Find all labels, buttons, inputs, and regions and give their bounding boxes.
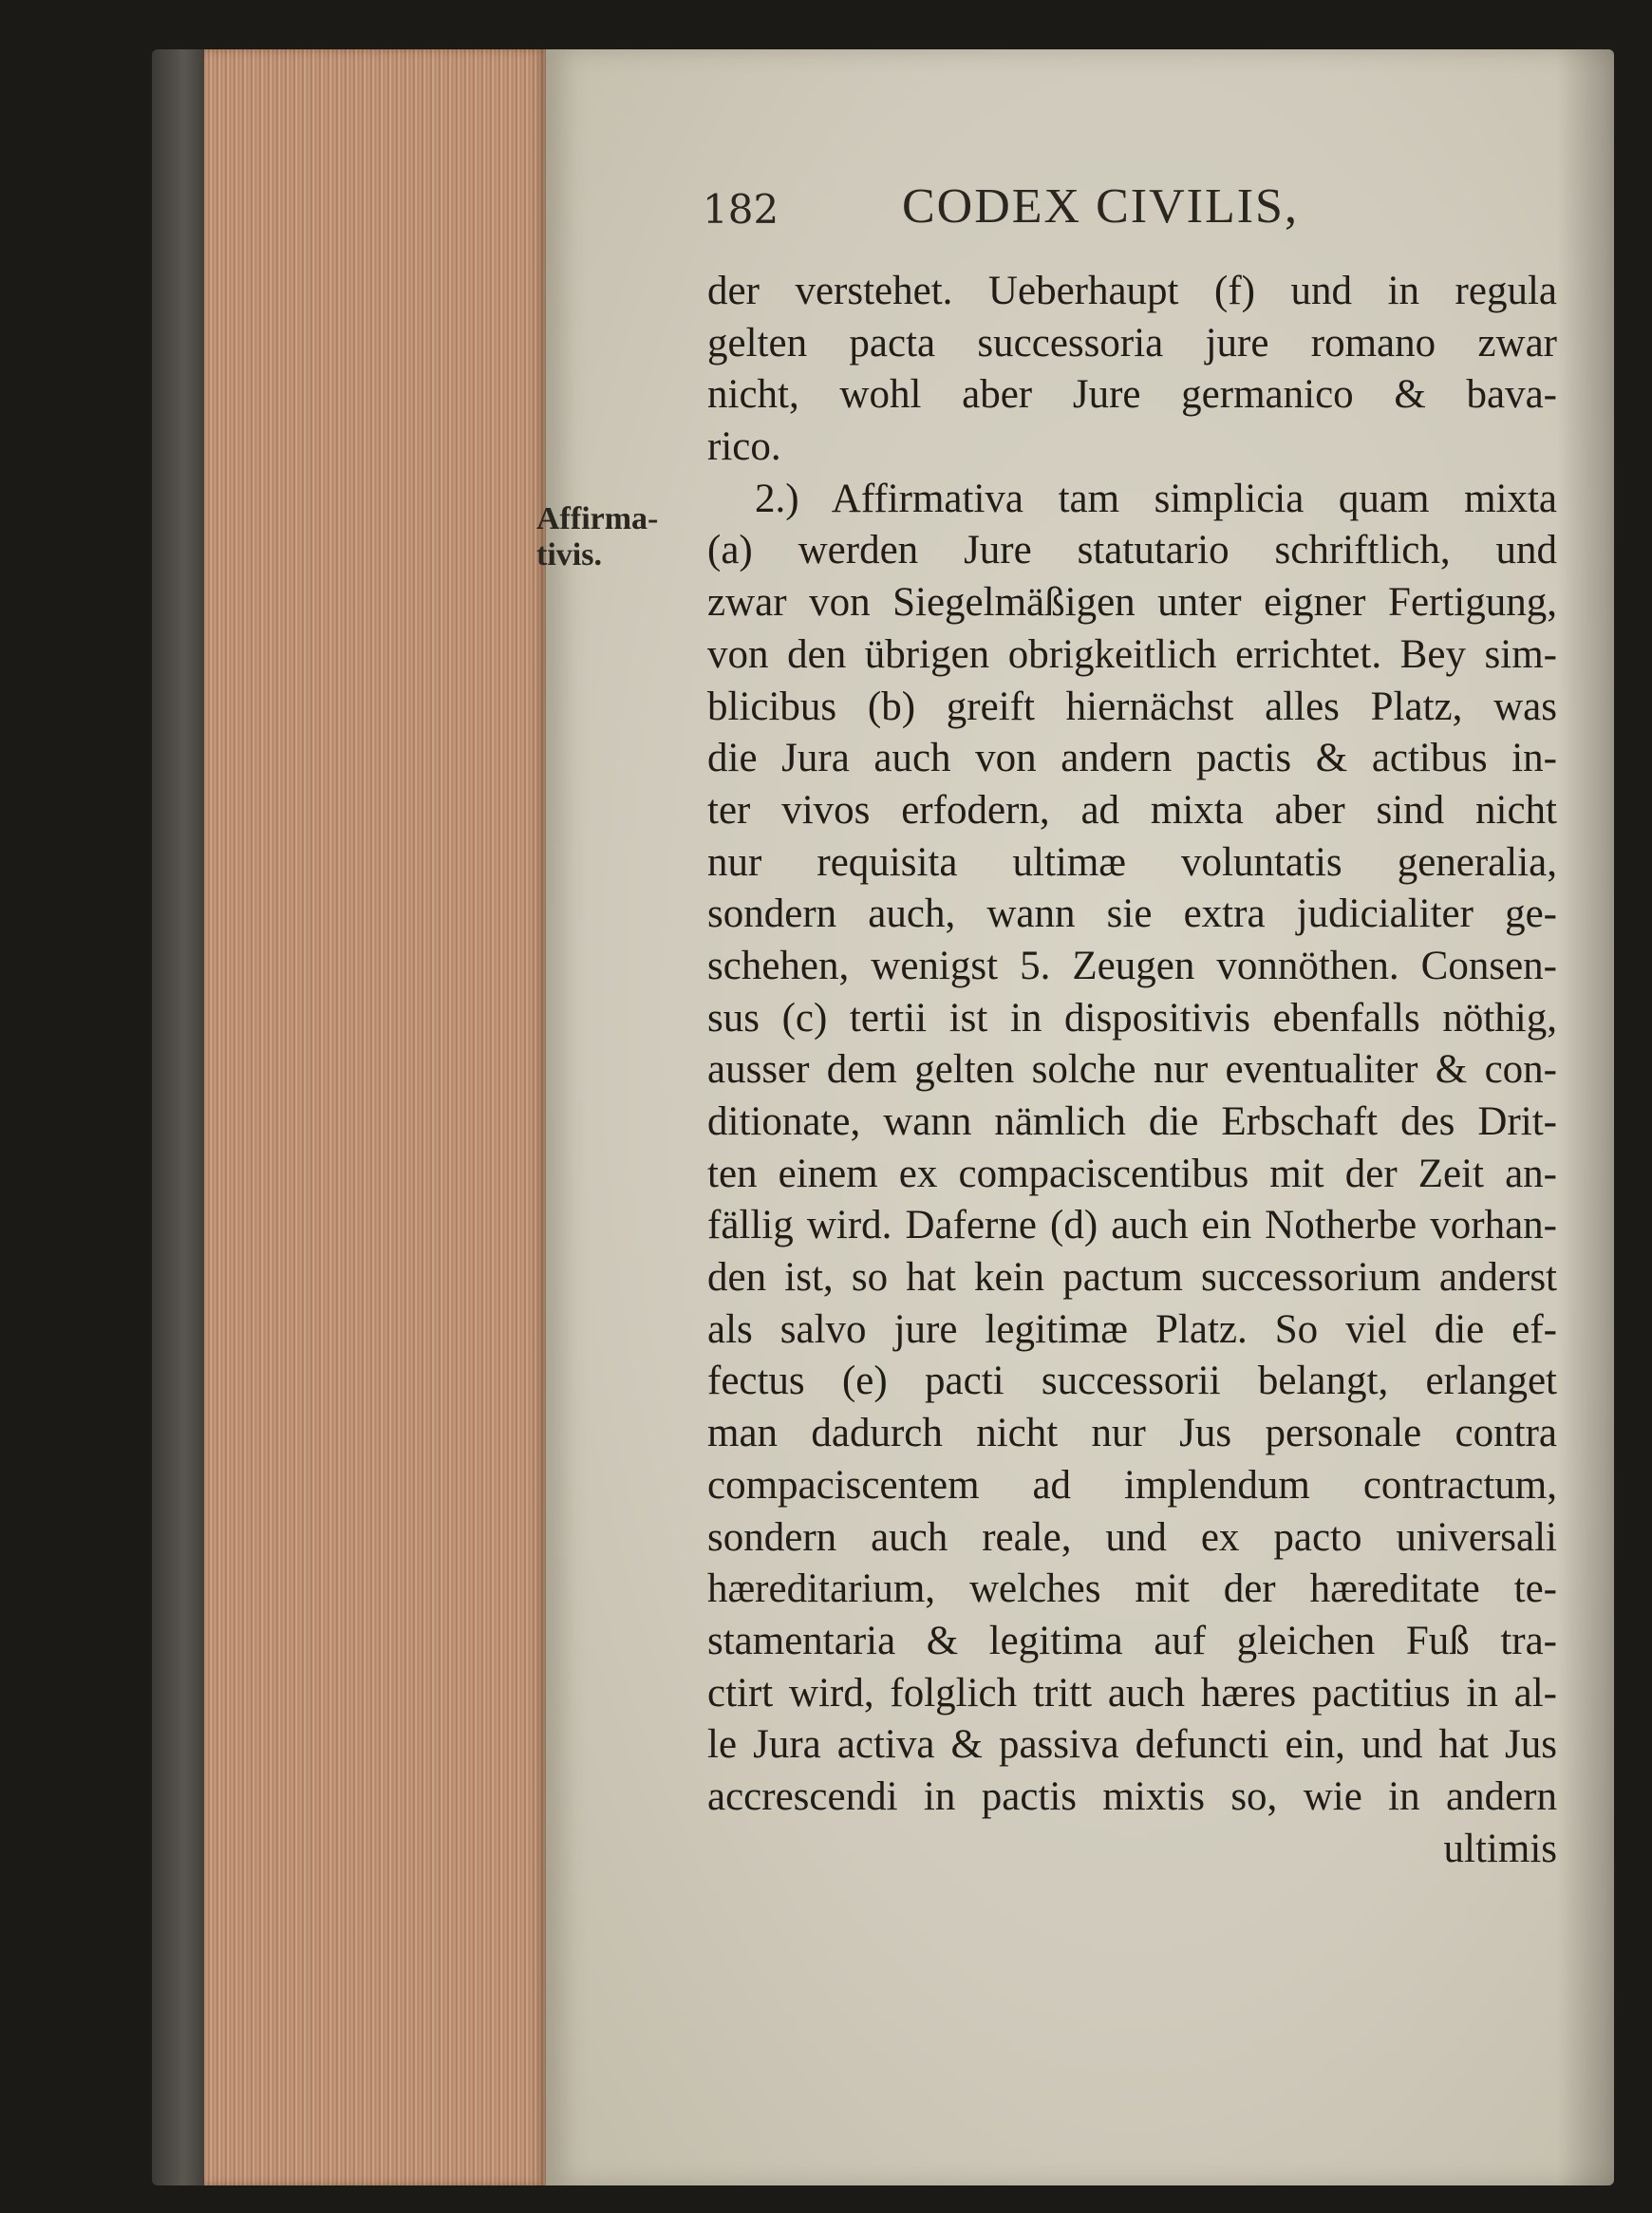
- text-line: zwar von Siegelmäßigen unter eigner Fertigung,: [707, 580, 1557, 626]
- text-line: gelten pacta successoria jure romano zwar: [707, 320, 1557, 366]
- running-title: CODEX CIVILIS,: [902, 179, 1299, 234]
- text-line: compaciscentem ad implendum contractum,: [707, 1462, 1557, 1508]
- body-text: [707, 266, 1557, 1875]
- text-line: ter vivos erfodern, ad mixta aber sind nicht: [707, 787, 1557, 833]
- text-line: fectus (e) pacti successorii belangt, erlanget: [707, 1359, 1557, 1404]
- text-line: den ist, so hat kein pactum successorium anderst: [707, 1255, 1557, 1301]
- text-line: die Jura auch von andern pactis & actibus in-: [707, 736, 1557, 781]
- text-line: 2.) Affirmativa tam simplicia quam mixta: [755, 476, 1557, 521]
- text-line: der verstehet. Ueberhaupt (f) und in regula: [707, 269, 1557, 313]
- text-line: man dadurch nicht nur Jus personale contra: [707, 1411, 1557, 1456]
- text-line: le Jura activa & passiva defuncti ein, und hat Jus: [707, 1722, 1557, 1768]
- page-header: [703, 178, 1424, 245]
- text-line: accrescendi in pactis mixtis so, wie in andern: [707, 1773, 1557, 1819]
- text-line: nicht, wohl aber Jure germanico & bava-: [707, 372, 1557, 418]
- text-line: als salvo jure legitimæ Platz. So viel die ef-: [707, 1306, 1557, 1352]
- text-line: (a) werden Jure statutario schriftlich, und: [707, 528, 1557, 573]
- text-line: rico.: [707, 424, 781, 470]
- text-line: fällig wird. Daferne (d) auch ein Notherbe vorhan-: [707, 1203, 1557, 1248]
- text-line: von den übrigen obrigkeitlich errichtet. Bey sim-: [707, 631, 1557, 677]
- margin-note: [536, 501, 679, 573]
- text-line: nur requisita ultimæ voluntatis generalia,: [707, 839, 1557, 885]
- text-line: sus (c) tertii ist in dispositivis ebenfalls nöthig,: [707, 995, 1557, 1041]
- text-line: hæreditarium, welches mit der hæreditate te-: [707, 1566, 1557, 1612]
- page-gutter-shadow: [1557, 49, 1614, 2185]
- text-line: sondern auch, wann sie extra judicialiter ge-: [707, 891, 1557, 937]
- text-line: ausser dem gelten solche nur eventualiter & con-: [707, 1047, 1557, 1093]
- page-stack-edge: [204, 49, 546, 2185]
- text-line: blicibus (b) greift hiernächst alles Platz, was: [707, 684, 1557, 729]
- text-line: ten einem ex compaciscentibus mit der Zeit an-: [707, 1151, 1557, 1196]
- page-number: 182: [703, 186, 779, 233]
- margin-note-line: Affirma-: [536, 501, 659, 536]
- margin-note-line: tivis.: [536, 537, 602, 572]
- text-line: stamentaria & legitima auf gleichen Fuß tra-: [707, 1618, 1557, 1663]
- catchword: ultimis: [1443, 1826, 1557, 1871]
- text-line: ctirt wird, folglich tritt auch hæres pactitius in al-: [707, 1670, 1557, 1716]
- text-line: sondern auch reale, und ex pacto universali: [707, 1514, 1557, 1560]
- text-line: ditionate, wann nämlich die Erbschaft des Drit-: [707, 1099, 1557, 1144]
- text-line: schehen, wenigst 5. Zeugen vonnöthen. Consen-: [707, 943, 1557, 988]
